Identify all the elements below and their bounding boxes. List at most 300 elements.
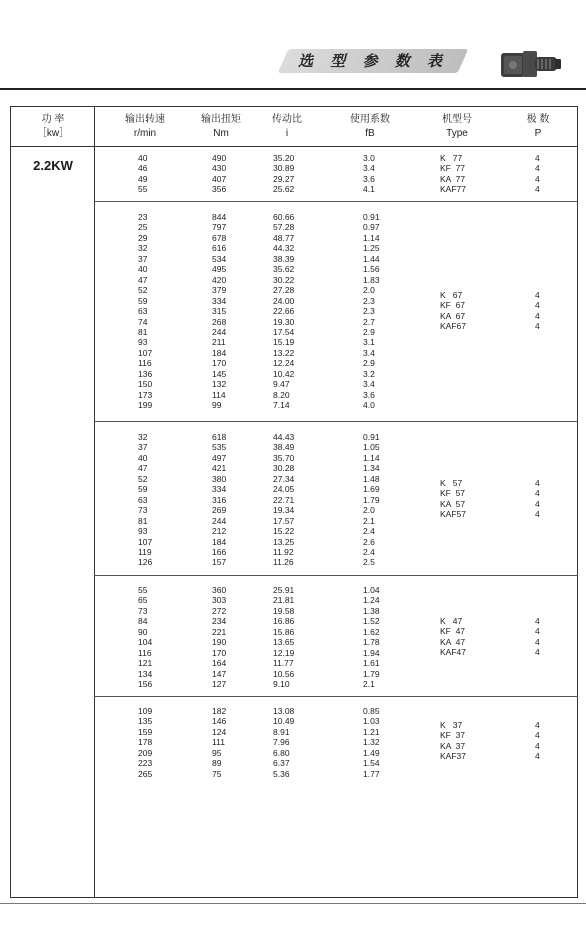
table-cell: 49: [138, 173, 148, 184]
table-cell: 74: [138, 316, 148, 327]
table-cell: 334: [212, 484, 227, 495]
table-cell: KA 37: [440, 740, 466, 751]
torque-column: [212, 432, 226, 568]
header-poles: [503, 113, 573, 141]
table-cell: 209: [138, 747, 153, 758]
table-cell: 534: [212, 253, 227, 264]
table-cell: 1.56: [363, 264, 380, 275]
ratio-column: [273, 585, 294, 690]
table-cell: 184: [212, 536, 227, 547]
table-cell: KF 47: [440, 626, 466, 637]
table-cell: 124: [212, 726, 227, 737]
ratio-column: [273, 212, 294, 411]
table-cell: 4: [535, 321, 540, 332]
table-cell: 1.25: [363, 243, 380, 254]
table-cell: 84: [138, 616, 148, 627]
header-factor-unit: fB: [365, 128, 375, 139]
table-cell: 166: [212, 546, 227, 557]
torque-column: [212, 585, 226, 690]
table-cell: KF 57: [440, 488, 466, 499]
table-cell: 1.14: [363, 452, 380, 463]
table-cell: 4: [535, 730, 540, 741]
table-cell: 30.28: [273, 463, 295, 474]
table-cell: 211: [212, 337, 226, 348]
table-cell: 616: [212, 243, 227, 254]
table-cell: 1.54: [363, 758, 380, 769]
table-cell: 60.66: [273, 212, 295, 222]
table-cell: 15.22: [273, 526, 295, 537]
ratio-column: [273, 706, 294, 779]
poles-column: [535, 478, 540, 520]
table-cell: 19.34: [273, 505, 295, 516]
table-cell: 114: [212, 389, 226, 400]
table-cell: 2.1: [363, 679, 375, 690]
table-cell: K 37: [440, 720, 463, 730]
table-cell: 3.4: [363, 347, 375, 358]
table-cell: 23: [138, 212, 148, 222]
table-cell: 1.52: [363, 616, 380, 627]
header-power-unit: ［kw］: [36, 128, 70, 139]
table-cell: 212: [212, 526, 227, 537]
header-ratio-label: 传动比: [272, 114, 302, 125]
table-cell: 6.37: [273, 758, 290, 769]
table-cell: 0.97: [363, 222, 380, 233]
table-cell: 303: [212, 595, 227, 606]
table-cell: 35.70: [273, 452, 295, 463]
table-cell: 2.0: [363, 285, 375, 296]
header-torque-unit: Nm: [213, 128, 229, 139]
table-cell: 356: [212, 184, 227, 195]
table-cell: 10.56: [273, 668, 295, 679]
table-cell: 265: [138, 768, 153, 779]
table-cell: 121: [138, 658, 153, 669]
table-cell: 268: [212, 316, 227, 327]
speed-column: [138, 212, 152, 411]
table-cell: 1.48: [363, 473, 380, 484]
table-cell: 21.81: [273, 595, 295, 606]
table-cell: 184: [212, 347, 227, 358]
table-cell: 4: [535, 310, 540, 321]
table-cell: 1.79: [363, 668, 380, 679]
table-cell: 38.49: [273, 442, 295, 453]
table-cell: 107: [138, 536, 153, 547]
table-cell: 9.10: [273, 679, 290, 690]
header-ratio: [252, 113, 322, 141]
table-cell: K 47: [440, 616, 463, 626]
table-cell: 173: [138, 389, 153, 400]
table-cell: 797: [212, 222, 227, 233]
table-cell: 30.89: [273, 163, 295, 174]
table-cell: 223: [138, 758, 153, 769]
header-type-unit: Type: [446, 128, 468, 139]
table-cell: 11.77: [273, 658, 294, 669]
table-cell: 199: [138, 400, 153, 411]
table-cell: 13.25: [273, 536, 295, 547]
table-cell: 4: [535, 720, 540, 730]
table-cell: 150: [138, 379, 153, 390]
table-cell: KAF57: [440, 509, 466, 520]
table-cell: K 67: [440, 290, 463, 300]
table-cell: 495: [212, 264, 227, 275]
table-cell: 1.78: [363, 637, 380, 648]
table-cell: 32: [138, 432, 148, 442]
table-cell: 44.43: [273, 432, 295, 442]
table-cell: 1.69: [363, 484, 380, 495]
table-cell: 170: [212, 358, 227, 369]
table-cell: 95: [212, 747, 222, 758]
table-cell: 135: [138, 716, 153, 727]
table-cell: 7.14: [273, 400, 290, 411]
table-cell: 89: [212, 758, 222, 769]
header-factor-label: 使用系数: [350, 114, 390, 125]
table-cell: 2.4: [363, 546, 375, 557]
table-cell: 73: [138, 605, 148, 616]
table-cell: 4: [535, 153, 540, 163]
factor-column: [363, 212, 380, 411]
poles-column: [535, 290, 540, 332]
table-cell: 12.19: [273, 647, 295, 658]
table-cell: 272: [212, 605, 227, 616]
table-cell: 25.62: [273, 184, 295, 195]
table-cell: 4: [535, 616, 540, 626]
page-title: 选 型 参 数 表: [298, 52, 448, 70]
table-cell: 37: [138, 253, 148, 264]
header-power: [12, 113, 94, 141]
header-torque-label: 输出扭矩: [201, 114, 241, 125]
table-cell: 145: [212, 368, 227, 379]
table-cell: 4: [535, 300, 540, 311]
table-cell: 190: [212, 637, 227, 648]
group-divider: [94, 421, 578, 422]
factor-column: [363, 153, 375, 195]
header-ratio-unit: i: [285, 128, 289, 139]
table-cell: 4.0: [363, 400, 375, 411]
table-cell: 2.7: [363, 316, 375, 327]
table-cell: 6.80: [273, 747, 290, 758]
table-cell: 4: [535, 184, 540, 195]
table-cell: 244: [212, 515, 227, 526]
table-cell: 134: [138, 668, 153, 679]
table-cell: 1.04: [363, 585, 380, 595]
table-cell: 99: [212, 400, 222, 411]
table-cell: 234: [212, 616, 227, 627]
table-cell: 1.21: [363, 726, 380, 737]
table-cell: 32: [138, 243, 148, 254]
table-cell: 4: [535, 163, 540, 174]
table-cell: K 77: [440, 153, 463, 163]
table-cell: 2.3: [363, 295, 375, 306]
table-cell: 59: [138, 295, 148, 306]
table-cell: 618: [212, 432, 227, 442]
table-cell: 13.08: [273, 706, 295, 716]
table-cell: 13.65: [273, 637, 295, 648]
table-cell: 136: [138, 368, 153, 379]
table-cell: 2.0: [363, 505, 375, 516]
table-cell: 334: [212, 295, 227, 306]
header-poles-label: 极 数: [526, 114, 550, 125]
table-cell: 3.4: [363, 163, 375, 174]
bottom-rule: [0, 903, 586, 904]
table-cell: 29.27: [273, 173, 295, 184]
power-value: 2.2KW: [33, 158, 73, 173]
factor-column: [363, 585, 380, 690]
type-column: [440, 153, 466, 195]
table-cell: 15.86: [273, 626, 295, 637]
ratio-column: [273, 153, 294, 195]
table-cell: KA 67: [440, 310, 466, 321]
table-cell: 4: [535, 647, 540, 658]
table-cell: 157: [212, 557, 227, 568]
table-cell: 29: [138, 232, 148, 243]
table-cell: 2.4: [363, 526, 375, 537]
type-column: [440, 616, 466, 658]
table-cell: 360: [212, 585, 227, 595]
table-cell: 4: [535, 751, 540, 762]
table-cell: 221: [212, 626, 227, 637]
header-poles-unit: P: [534, 128, 542, 139]
table-cell: 30.22: [273, 274, 295, 285]
poles-column: [535, 616, 540, 658]
group-divider: [94, 575, 578, 576]
table-cell: 10.42: [273, 368, 295, 379]
header-speed-unit: r/min: [133, 128, 157, 139]
table-cell: 1.05: [363, 442, 380, 453]
table-cell: 81: [138, 326, 148, 337]
table-cell: 8.91: [273, 726, 290, 737]
table-cell: 127: [212, 679, 227, 690]
table-cell: 164: [212, 658, 227, 669]
table-cell: 22.71: [273, 494, 295, 505]
table-cell: 146: [212, 716, 227, 727]
table-cell: 1.79: [363, 494, 380, 505]
table-cell: 3.6: [363, 173, 375, 184]
table-cell: 1.14: [363, 232, 380, 243]
table-cell: 27.34: [273, 473, 295, 484]
table-cell: 9.47: [273, 379, 290, 390]
table-cell: 1.24: [363, 595, 380, 606]
table-cell: 73: [138, 505, 148, 516]
table-cell: 3.1: [363, 337, 375, 348]
table-cell: 1.62: [363, 626, 380, 637]
group-divider: [94, 201, 578, 202]
table-cell: 7.96: [273, 737, 290, 748]
table-cell: 19.30: [273, 316, 295, 327]
table-cell: KF 67: [440, 300, 466, 311]
table-cell: 59: [138, 484, 148, 495]
table-cell: 11.92: [273, 546, 294, 557]
header-speed: [110, 113, 180, 141]
torque-column: [212, 153, 226, 195]
table-cell: 2.1: [363, 515, 375, 526]
table-cell: 1.32: [363, 737, 380, 748]
table-cell: 40: [138, 452, 148, 463]
table-cell: 57.28: [273, 222, 295, 233]
type-column: [440, 478, 466, 520]
table-cell: 497: [212, 452, 227, 463]
header-power-label: 功 率: [41, 114, 65, 125]
table-cell: 379: [212, 285, 227, 296]
table-cell: 2.6: [363, 536, 375, 547]
table-cell: 2.9: [363, 358, 375, 369]
table-cell: 24.00: [273, 295, 295, 306]
header-factor: [335, 113, 405, 141]
table-cell: 0.91: [363, 212, 380, 222]
table-cell: 0.91: [363, 432, 380, 442]
table-cell: KA 57: [440, 498, 466, 509]
speed-column: [138, 585, 152, 690]
speed-column: [138, 706, 152, 779]
table-cell: 1.38: [363, 605, 380, 616]
table-cell: KF 37: [440, 730, 466, 741]
table-cell: 119: [138, 546, 152, 557]
top-rule: [0, 88, 586, 90]
torque-column: [212, 706, 226, 779]
header-divider: [10, 146, 578, 147]
table-cell: 1.77: [363, 768, 380, 779]
table-cell: 47: [138, 463, 148, 474]
table-cell: 147: [212, 668, 227, 679]
table-cell: KAF77: [440, 184, 466, 195]
table-cell: 3.0: [363, 153, 375, 163]
table-cell: 1.61: [363, 658, 380, 669]
table-cell: 4: [535, 498, 540, 509]
table-cell: 316: [212, 494, 227, 505]
table-cell: 182: [212, 706, 227, 716]
table-cell: 3.4: [363, 379, 375, 390]
speed-column: [138, 432, 152, 568]
table-cell: 4: [535, 290, 540, 300]
gear-motor-icon: [499, 47, 563, 81]
table-cell: 63: [138, 494, 148, 505]
table-cell: KAF37: [440, 751, 466, 762]
table-cell: 420: [212, 274, 227, 285]
table-cell: 90: [138, 626, 148, 637]
table-cell: 81: [138, 515, 148, 526]
table-cell: 407: [212, 173, 227, 184]
table-cell: 40: [138, 264, 148, 275]
table-cell: 4: [535, 478, 540, 488]
table-cell: 5.36: [273, 768, 290, 779]
ratio-column: [273, 432, 294, 568]
header-type-label: 机型号: [442, 114, 472, 125]
header-torque: [186, 113, 256, 141]
table-cell: 0.85: [363, 706, 380, 716]
table-cell: 65: [138, 595, 148, 606]
table-cell: 1.83: [363, 274, 380, 285]
table-cell: 380: [212, 473, 227, 484]
table-cell: 55: [138, 585, 148, 595]
table-cell: 38.39: [273, 253, 295, 264]
table-cell: 107: [138, 347, 153, 358]
table-cell: 111: [212, 737, 225, 748]
table-cell: 17.57: [273, 515, 295, 526]
header-type: [422, 113, 492, 141]
table-cell: 4.1: [363, 184, 375, 195]
table-cell: 1.03: [363, 716, 380, 727]
table-cell: 47: [138, 274, 148, 285]
table-cell: 22.66: [273, 306, 295, 317]
table-cell: 3.2: [363, 368, 375, 379]
table-cell: 63: [138, 306, 148, 317]
table-cell: 4: [535, 488, 540, 499]
table-cell: 40: [138, 153, 148, 163]
table-cell: 421: [212, 463, 227, 474]
table-cell: 126: [138, 557, 153, 568]
table-cell: 678: [212, 232, 227, 243]
table-cell: 116: [138, 358, 152, 369]
table-cell: 132: [212, 379, 227, 390]
table-cell: 490: [212, 153, 227, 163]
table-cell: 17.54: [273, 326, 295, 337]
table-cell: 48.77: [273, 232, 295, 243]
table-cell: 844: [212, 212, 227, 222]
table-cell: 16.86: [273, 616, 295, 627]
table-cell: 1.49: [363, 747, 380, 758]
poles-column: [535, 153, 540, 195]
header-speed-label: 输出转速: [125, 114, 165, 125]
table-cell: 19.58: [273, 605, 295, 616]
table-cell: 3.6: [363, 389, 375, 400]
table-cell: 37: [138, 442, 148, 453]
table-cell: 4: [535, 173, 540, 184]
table-cell: 2.3: [363, 306, 375, 317]
table-cell: 2.9: [363, 326, 375, 337]
table-cell: 269: [212, 505, 227, 516]
table-cell: 4: [535, 509, 540, 520]
table-cell: 52: [138, 473, 148, 484]
speed-column: [138, 153, 147, 195]
table-cell: 315: [212, 306, 227, 317]
group-divider: [94, 696, 578, 697]
table-cell: 25.91: [273, 585, 295, 595]
table-cell: 170: [212, 647, 227, 658]
table-cell: KF 77: [440, 163, 466, 174]
table-cell: 52: [138, 285, 148, 296]
table-cell: 35.20: [273, 153, 295, 163]
table-cell: 75: [212, 768, 222, 779]
table-cell: KA 77: [440, 173, 466, 184]
table-cell: 4: [535, 740, 540, 751]
factor-column: [363, 432, 380, 568]
factor-column: [363, 706, 380, 779]
type-column: [440, 290, 466, 332]
table-cell: 55: [138, 184, 148, 195]
torque-column: [212, 212, 226, 411]
table-cell: KAF67: [440, 321, 466, 332]
table-cell: 24.05: [273, 484, 295, 495]
power-column-divider: [94, 106, 95, 898]
table-cell: 93: [138, 337, 148, 348]
table-cell: 1.94: [363, 647, 380, 658]
table-cell: 109: [138, 706, 153, 716]
table-cell: 46: [138, 163, 148, 174]
table-cell: 13.22: [273, 347, 295, 358]
table-cell: 4: [535, 636, 540, 647]
table-cell: 159: [138, 726, 153, 737]
table-cell: 1.34: [363, 463, 380, 474]
table-cell: 2.5: [363, 557, 375, 568]
table-cell: 15.19: [273, 337, 295, 348]
table-cell: 4: [535, 626, 540, 637]
table-cell: 178: [138, 737, 153, 748]
table-cell: 11.26: [273, 557, 294, 568]
table-cell: 10.49: [273, 716, 295, 727]
table-cell: 27.28: [273, 285, 295, 296]
type-column: [440, 720, 466, 762]
table-cell: K 57: [440, 478, 463, 488]
table-cell: 44.32: [273, 243, 295, 254]
poles-column: [535, 720, 540, 762]
